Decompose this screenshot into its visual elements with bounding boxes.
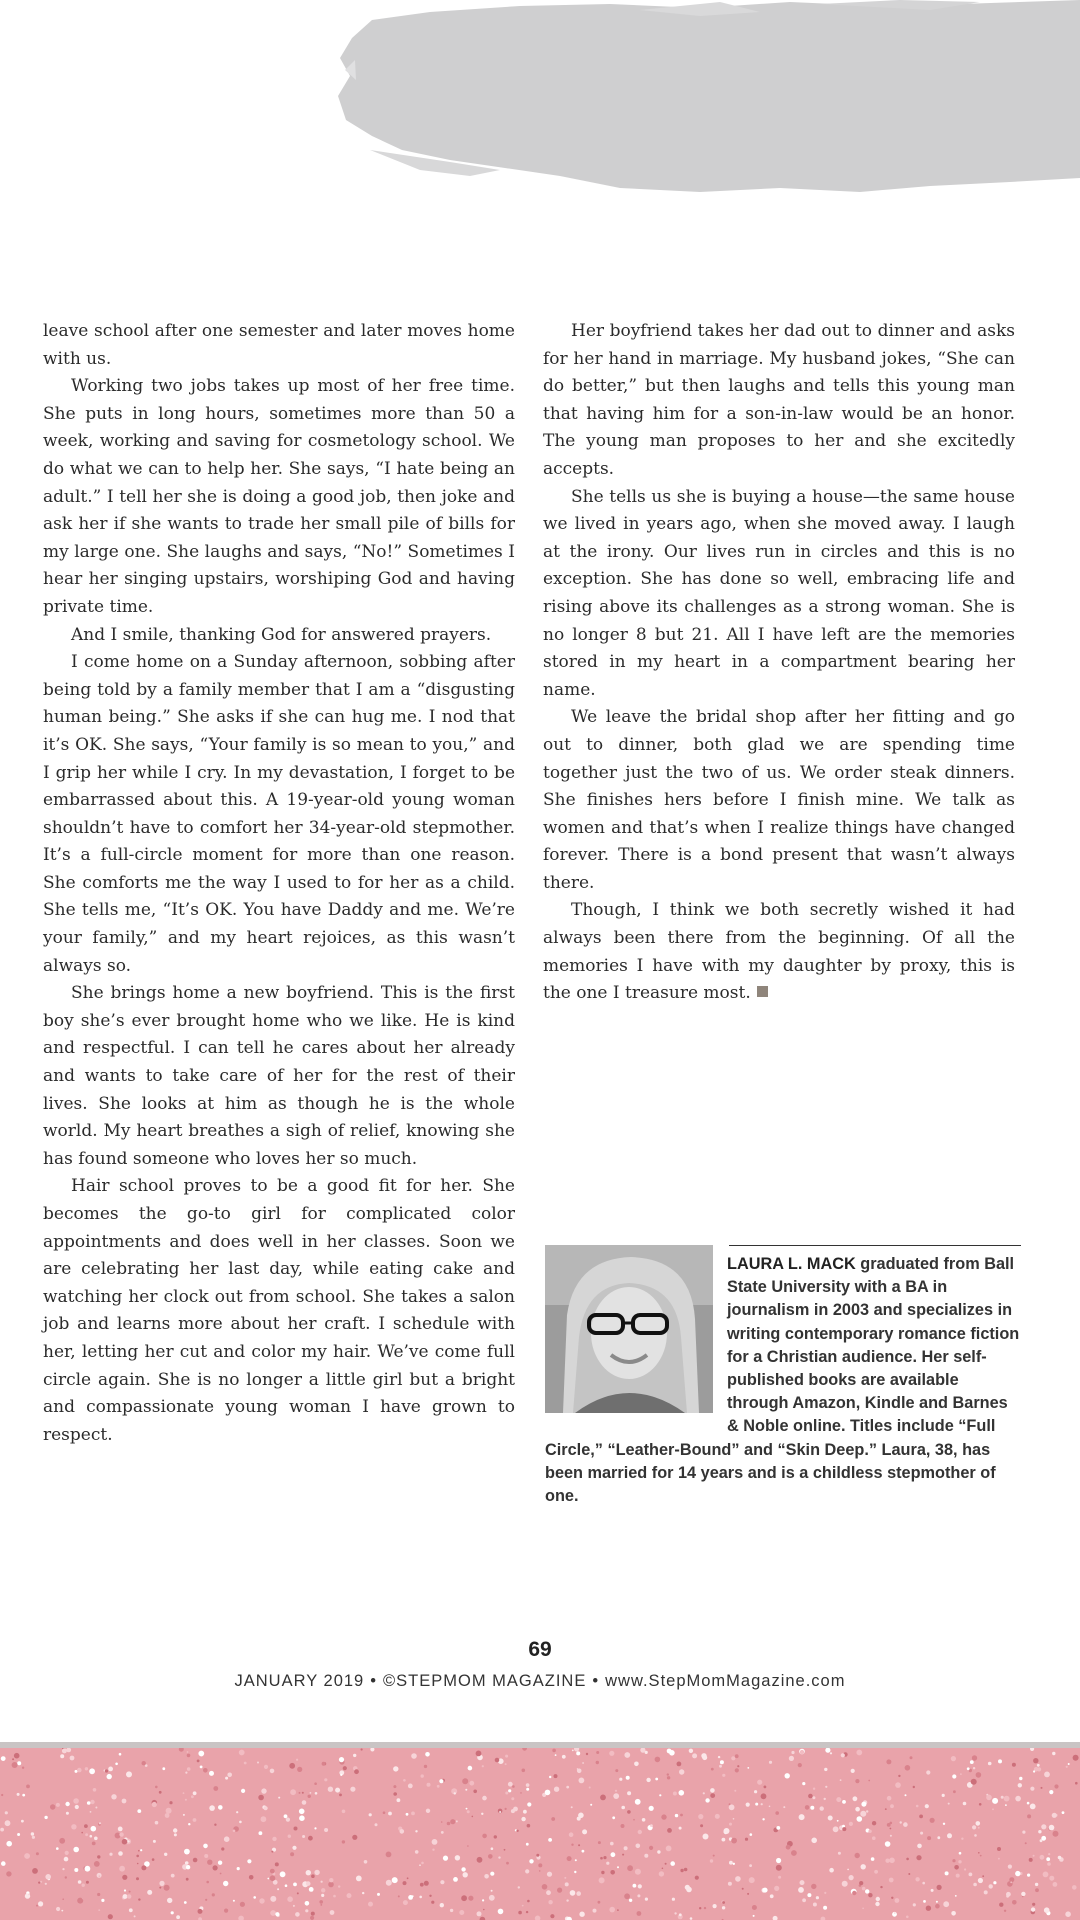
paragraph: She brings home a new boyfriend. This is the first boy she’s ever brought home who we like. He is kind and respectful. I can tell he cares about her already and wants to take care of her for the rest of their lives. She looks at him as though he is the whole world. My heart breathes a sigh of relief, knowing she has found someone who loves her so much. bbox=[43, 983, 515, 1169]
paragraph: Her boyfriend takes her dad out to dinner and asks for her hand in marriage. My husband jokes, “She can do better,” but then laughs and tells this young man that having him for a son-in-law would be an honor. The young man proposes to her and she excitedly accepts. bbox=[543, 321, 1015, 479]
paragraph-text: Though, I think we both secretly wished it had always been there from the beginning. Of all the memories I have with my daughter by proxy, this is the one I treasure most. bbox=[543, 900, 1015, 1004]
author-bio bbox=[545, 1245, 1021, 1508]
paragraph: And I smile, thanking God for answered prayers. bbox=[71, 624, 492, 645]
footer-separator: • bbox=[592, 1672, 600, 1690]
page-footer bbox=[0, 1672, 1080, 1691]
author-name: LAURA L. MACK bbox=[727, 1255, 856, 1273]
page-number: 69 bbox=[528, 1638, 552, 1661]
magazine-url: www.StepMomMagazine.com bbox=[605, 1672, 846, 1690]
gray-brush-stroke-decoration bbox=[0, 0, 1080, 210]
paragraph: I come home on a Sunday afternoon, sobbing after being told by a family member that I am a “disgusting human being.” She asks if she can hug me. I nod that it’s OK. She says, “Your family is so mean to you,” and I grip her while I cry. In my devastation, I forget to be embarrassed about this. A 19-year-old young woman shouldn’t have to comfort her 34-year-old stepmother. It’s a full-circle moment for more than one reason. She comforts me the way I used to for her as a child. She tells me, “It’s OK. You have Daddy and me. We’re your family,” and my heart rejoices, as this wasn’t always so. bbox=[43, 652, 515, 976]
paragraph: We leave the bridal shop after her fitting and go out to dinner, both glad we are spending time together just the two of us. We order steak dinners. She finishes hers before I finish mine. We talk as women and that’s when I realize things have changed forever. There is a bond present that wasn’t always there. bbox=[543, 707, 1015, 893]
paragraph: Working two jobs takes up most of her free time. She puts in long hours, sometimes more than 50 a week, working and saving for cosmetology school. We do what we can to help her. She says, “I hate being an adult.” I tell her she is doing a good job, then joke and ask her if she wants to trade her small pile of bills for my large one. She laughs and says, “No!” Sometimes I hear her singing upstairs, worshiping God and having private time. bbox=[43, 376, 515, 617]
end-of-article-mark bbox=[757, 986, 768, 997]
paragraph: leave school after one semester and later moves home with us. bbox=[43, 321, 515, 369]
paragraph: Hair school proves to be a good fit for her. She becomes the go-to girl for complicated color appointments and does well in her classes. Soon we are celebrating her last day, while eating cake and watching her clock out from school. She takes a salon job and learns more about her craft. I schedule with her, letting her cut and color my hair. We’ve come full circle again. She is no longer a little girl but a bright and compassionate young woman I have grown to respect. bbox=[43, 1176, 515, 1445]
final-paragraph bbox=[543, 897, 1015, 1007]
paragraph: She tells us she is buying a house—the same house we lived in years ago, when she moved away. I laugh at the irony. Our lives run in circles and this is no exception. She has done so well, embracing life and rising above its challenges as a strong woman. She is no longer 8 but 21. All I have left are the memories stored in my heart in a compartment bearing her name. bbox=[543, 486, 1015, 700]
author-photo bbox=[545, 1245, 713, 1413]
bio-description: graduated from Ball State University with a BA in journalism in 2003 and specializes in writing contemporary romance fiction for a Christian audience. Her self-published books are available through Amazon, Kindle and Barnes & Noble online. Titles include “Full Circle,” “Leather-Bound” and “Skin Deep.” Laura, 38, has been married for 14 years and is a childless stepmother of one. bbox=[545, 1255, 1020, 1506]
article-left-column bbox=[43, 318, 515, 1449]
footer-separator: • bbox=[370, 1672, 378, 1690]
bio-divider bbox=[729, 1245, 1021, 1246]
issue-date: JANUARY 2019 bbox=[234, 1672, 365, 1690]
article-right-column bbox=[543, 318, 1015, 1008]
pink-glitter-decoration bbox=[0, 1748, 1080, 1920]
magazine-name: ©STEPMOM MAGAZINE bbox=[383, 1672, 587, 1690]
